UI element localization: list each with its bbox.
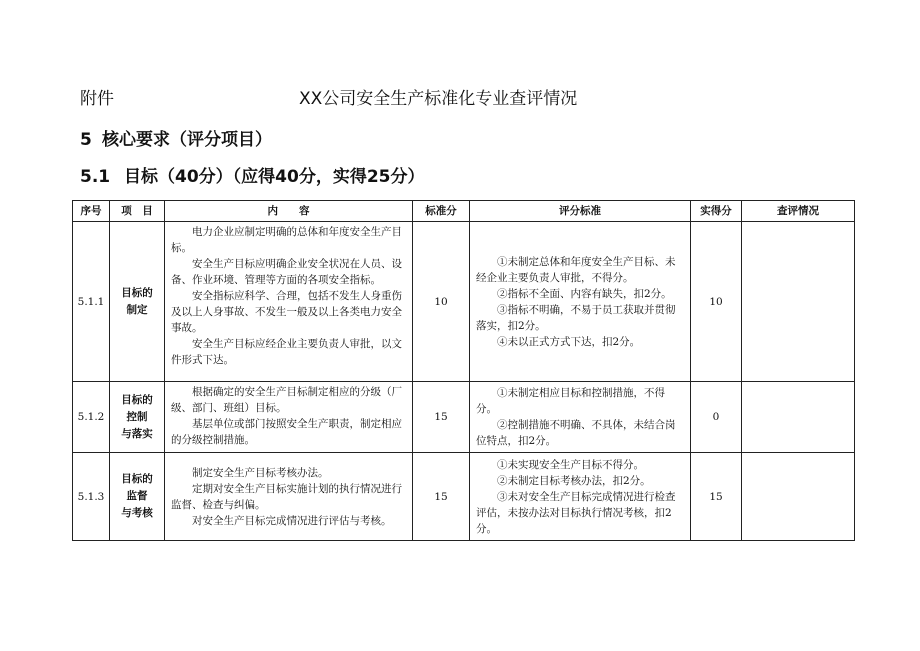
section-number: 5 <box>80 130 92 150</box>
criteria-line: ②未制定目标考核办法，扣2分。 <box>497 474 651 487</box>
row-content <box>165 222 413 382</box>
header-standard-score: 标准分 <box>413 201 470 222</box>
criteria-line: ②指标不全面、内容有缺失，扣2分。 <box>497 287 672 300</box>
subsection-title: 目标（40分）（应得40分，实得25分） <box>124 167 425 187</box>
item-line: 制定 <box>126 303 148 316</box>
row-criteria <box>470 453 691 541</box>
section-heading <box>80 125 272 150</box>
content-paragraph: 安全生产目标应经企业主要负责人审批，以文件形式下达。 <box>171 338 402 366</box>
header-criteria: 评分标准 <box>470 201 691 222</box>
row-actual-score: 10 <box>691 222 742 382</box>
item-line: 监督 <box>126 490 148 502</box>
content-paragraph: 安全指标应科学、合理，包括不发生人身重伤及以上人身事故、不发生一般及以上各类电力安全事故。 <box>171 290 402 334</box>
row-actual-score: 15 <box>691 453 742 541</box>
content-paragraph: 安全生产目标应明确企业安全状况在人员、设备、作业环境、管理等方面的各项安全指标。 <box>171 258 402 286</box>
header-actual-score: 实得分 <box>691 201 742 222</box>
scoring-table <box>72 200 855 541</box>
row-content <box>165 382 413 453</box>
subsection-heading <box>80 162 424 187</box>
row-standard-score: 10 <box>413 222 470 382</box>
item-line: 与考核 <box>121 507 153 519</box>
content-paragraph: 基层单位或部门按照安全生产职责，制定相应的分级控制措施。 <box>171 418 402 446</box>
table-row <box>73 222 855 382</box>
table-header-row <box>73 201 855 222</box>
document-heading <box>80 84 840 110</box>
row-seq: 5.1.3 <box>73 453 110 541</box>
header-review: 查评情况 <box>742 201 855 222</box>
row-item <box>110 222 165 382</box>
item-line: 与落实 <box>121 427 153 440</box>
criteria-line: ①未制定相应目标和控制措施，不得分。 <box>476 387 665 415</box>
row-seq: 5.1.1 <box>73 222 110 382</box>
attachment-label: 附件 <box>80 89 114 109</box>
row-standard-score: 15 <box>413 382 470 453</box>
item-line: 控制 <box>126 410 148 423</box>
criteria-line: ②控制措施不明确、不具体，未结合岗位特点，扣2分。 <box>476 419 676 447</box>
header-content: 内 容 <box>165 201 413 222</box>
row-item <box>110 382 165 453</box>
row-review <box>742 222 855 382</box>
row-actual-score: 0 <box>691 382 742 453</box>
row-seq: 5.1.2 <box>73 382 110 453</box>
content-paragraph: 制定安全生产目标考核办法。 <box>192 466 329 479</box>
content-paragraph: 对安全生产目标完成情况进行评估与考核。 <box>192 514 392 527</box>
row-standard-score: 15 <box>413 453 470 541</box>
criteria-line: ④未以正式方式下达，扣2分。 <box>497 335 641 348</box>
content-paragraph: 电力企业应制定明确的总体和年度安全生产目标。 <box>171 226 402 254</box>
item-line: 目标的 <box>121 473 153 485</box>
row-criteria <box>470 382 691 453</box>
criteria-line: ③未对安全生产目标完成情况进行检查评估，未按办法对目标执行情况考核，扣2分。 <box>476 490 676 535</box>
row-item <box>110 453 165 541</box>
row-content <box>165 453 413 541</box>
item-line: 目标的 <box>121 286 153 299</box>
table-row <box>73 382 855 453</box>
header-seq: 序号 <box>73 201 110 222</box>
subsection-number: 5.1 <box>80 167 111 187</box>
table-row <box>73 453 855 541</box>
criteria-line: ①未实现安全生产目标不得分。 <box>497 458 644 471</box>
document-title: XX公司安全生产标准化专业查评情况 <box>299 89 578 109</box>
row-review <box>742 382 855 453</box>
criteria-line: ③指标不明确，不易于员工获取并贯彻落实，扣2分。 <box>476 303 676 332</box>
criteria-line: ①未制定总体和年度安全生产目标、未经企业主要负责人审批，不得分。 <box>476 255 676 284</box>
row-criteria <box>470 222 691 382</box>
content-paragraph: 根据确定的安全生产目标制定相应的分级（厂级、部门、班组）目标。 <box>171 386 402 414</box>
item-line: 目标的 <box>121 393 153 406</box>
section-title: 核心要求（评分项目） <box>102 130 272 150</box>
content-paragraph: 定期对安全生产目标实施计划的执行情况进行监督、检查与纠偏。 <box>171 482 402 511</box>
header-item: 项 目 <box>110 201 165 222</box>
row-review <box>742 453 855 541</box>
